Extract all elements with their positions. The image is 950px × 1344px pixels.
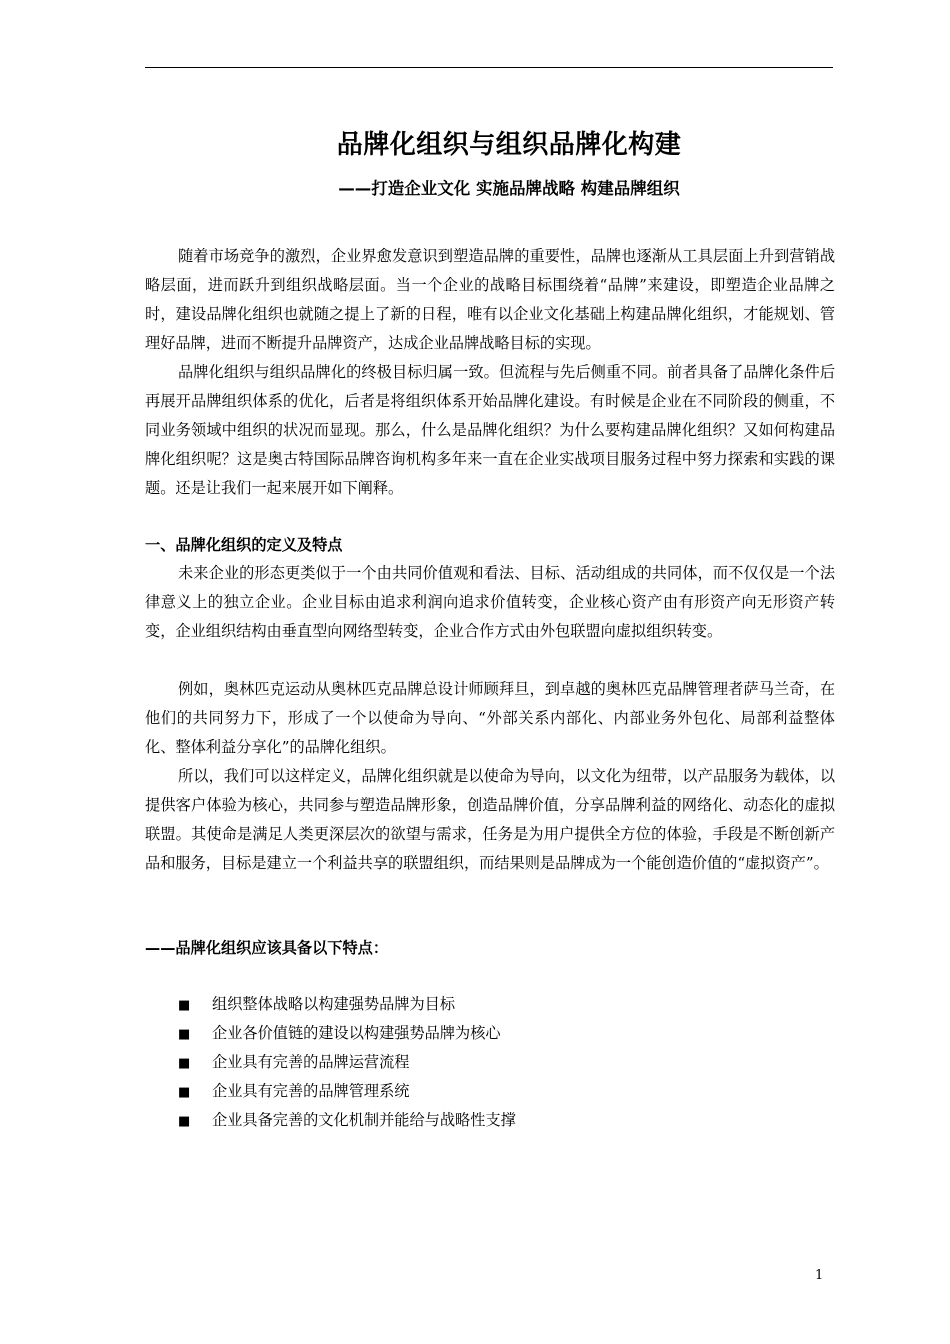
features-heading: ——品牌化组织应该具备以下特点： <box>145 939 388 957</box>
list-item <box>178 1106 516 1135</box>
square-bullet-icon: ■ <box>178 1085 191 1100</box>
list-item <box>178 1048 516 1077</box>
intro-paragraph-2: 品牌化组织与组织品牌化的终极目标归属一致。但流程与先后侧重不同。前者具备了品牌化条件后再展开品牌组织体系的优化，后者是将组织体系开始品牌化建设。有时候是企业在不同阶段的侧重，不同业务领域中组织的状况而显现。那么，什么是品牌化组织？为什么要构建品牌化组织？又如何构建品牌化组织呢？这是奥古特国际品牌咨询机构多年来一直在企业实战项目服务过程中努力探索和实践的课题。还是让我们一起来展开如下阐释。 <box>145 363 835 497</box>
page-number: 1 <box>815 1268 824 1283</box>
square-bullet-icon: ■ <box>178 1114 191 1129</box>
section-heading-1: 一、品牌化组织的定义及特点 <box>145 536 343 554</box>
section1-paragraph-1: 未来企业的形态更类似于一个由共同价值观和看法、目标、活动组成的共同体，而不仅仅是一个法律意义上的独立企业。企业目标由追求利润向追求价值转变，企业核心资产由有形资产向无形资产转变，企业组织结构由垂直型向网络型转变，企业合作方式由外包联盟向虚拟组织转变。 <box>145 564 835 640</box>
list-item <box>178 1019 516 1048</box>
list-item-text: 企业具有完善的品牌运营流程 <box>212 1053 410 1071</box>
list-item <box>178 990 516 1019</box>
list-item <box>178 1077 516 1106</box>
header-rule <box>145 67 833 68</box>
list-item-text: 组织整体战略以构建强势品牌为目标 <box>212 995 455 1013</box>
square-bullet-icon: ■ <box>178 998 191 1013</box>
list-item-text: 企业具备完善的文化机制并能给与战略性支撑 <box>212 1111 516 1129</box>
list-item-text: 企业具有完善的品牌管理系统 <box>212 1082 410 1100</box>
document-title: 品牌化组织与组织品牌化构建 <box>336 130 682 160</box>
list-item-text: 企业各价值链的建设以构建强势品牌为核心 <box>212 1024 501 1042</box>
features-list <box>178 990 516 1135</box>
section1-paragraph-3: 所以，我们可以这样定义，品牌化组织就是以使命为导向，以文化为纽带，以产品服务为载体，以提供客户体验为核心，共同参与塑造品牌形象，创造品牌价值，分享品牌利益的网络化、动态化的虚拟联盟。其使命是满足人类更深层次的欲望与需求，任务是为用户提供全方位的体验，手段是不断创新产品和服务，目标是建立一个利益共享的联盟组织，而结果则是品牌成为一个能创造价值的“虚拟资产”。 <box>145 767 835 872</box>
document-subtitle: ——打造企业文化 实施品牌战略 构建品牌组织 <box>338 179 680 198</box>
intro-paragraph-1: 随着市场竞争的激烈，企业界愈发意识到塑造品牌的重要性，品牌也逐渐从工具层面上升到营销战略层面，进而跃升到组织战略层面。当一个企业的战略目标围绕着“品牌”来建设，即塑造企业品牌之时，建设品牌化组织也就随之提上了新的日程，唯有以企业文化基础上构建品牌化组织，才能规划、管理好品牌，进而不断提升品牌资产，达成企业品牌战略目标的实现。 <box>145 247 835 352</box>
square-bullet-icon: ■ <box>178 1027 191 1042</box>
square-bullet-icon: ■ <box>178 1056 191 1071</box>
section1-paragraph-2: 例如，奥林匹克运动从奥林匹克品牌总设计师顾拜旦，到卓越的奥林匹克品牌管理者萨马兰奇，在他们的共同努力下，形成了一个以使命为导向、“外部关系内部化、内部业务外包化、局部利益整体化、整体利益分享化”的品牌化组织。 <box>145 680 835 756</box>
